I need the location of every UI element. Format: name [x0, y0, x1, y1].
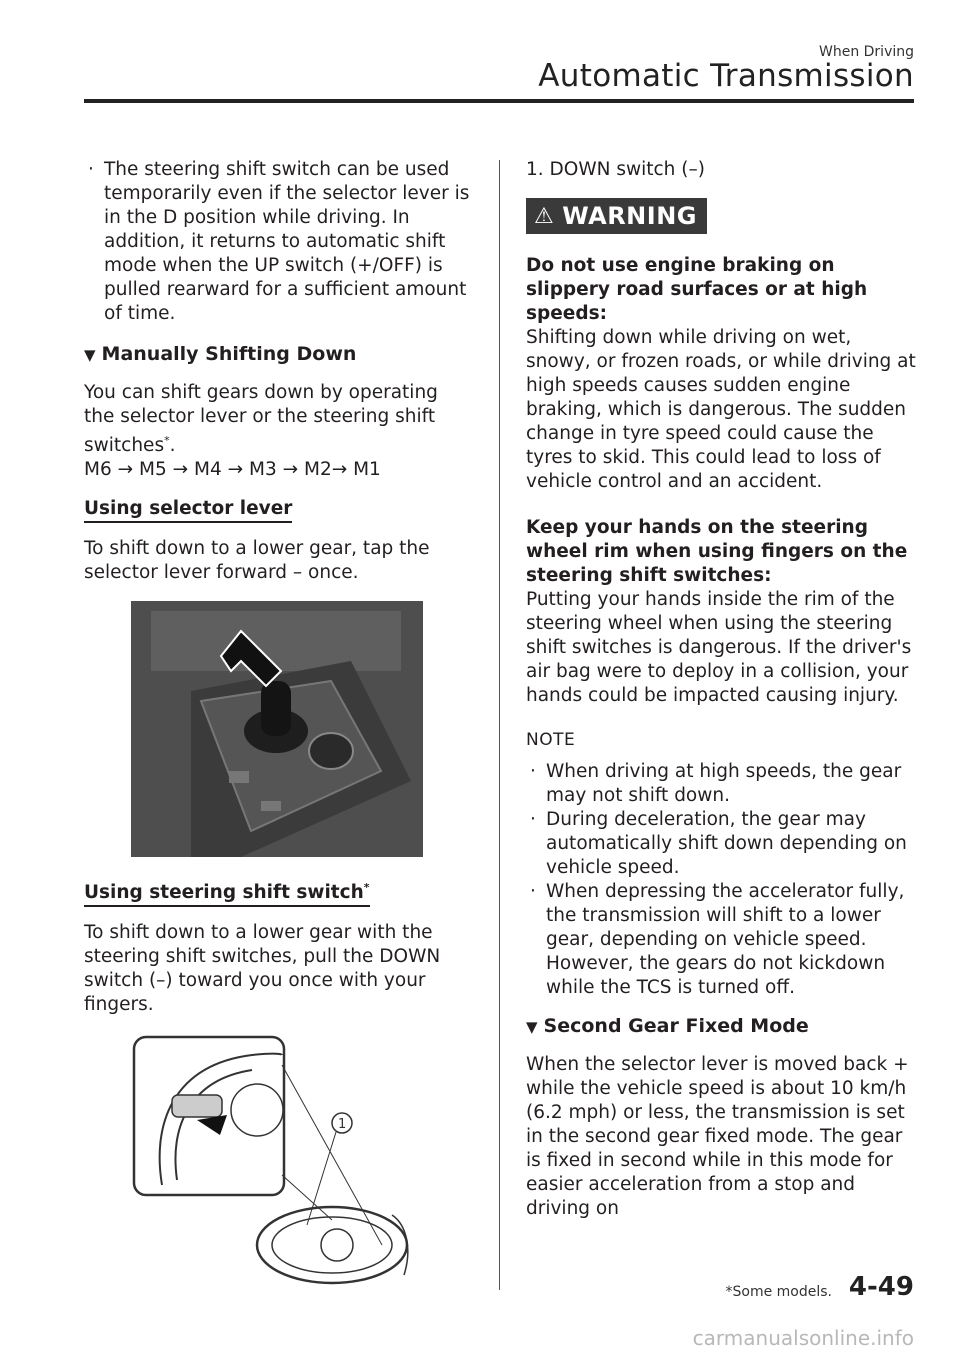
paragraph: When the selector lever is moved back + while the vehicle speed is about 10 km/h (6.2 mph) or less, the transmission is set in the second gear fixed mode. The gear is fixed in second while in this mode for easier acceleration from a stop and driving on	[526, 1054, 909, 1219]
left-column	[84, 158, 474, 1285]
selector-lever-photo	[131, 601, 423, 857]
steering-wheel-illustration	[132, 1035, 424, 1285]
note-list	[526, 760, 918, 1000]
page-number: 4-49	[848, 1272, 914, 1302]
warning-badge: ⚠ WARNING	[526, 198, 707, 234]
gear-sequence: M6 → M5 → M4 → M3 → M2→ M1	[84, 459, 381, 481]
paragraph: To shift down to a lower gear with the steering shift switches, pull the DOWN switch (–) toward you once with your fingers.	[84, 922, 441, 1016]
heading-manually-shifting-down: ▼ Manually Shifting Down	[84, 343, 357, 365]
bullet-item: · The steering shift switch can be used temporarily even if the selector lever is in the D position while driving. In addition, it returns to automatic shift mode when the UP switch (+/OFF) is pulled rearward for a sufficient amount of time.	[88, 159, 470, 324]
subheading-steering-shift-switch: Using steering shift switch*	[84, 881, 370, 907]
header-section: When Driving	[818, 44, 914, 60]
note-label: NOTE	[526, 730, 576, 750]
paragraph: You can shift gears down by operating the selector lever or the steering shift switches*.	[84, 382, 438, 457]
note-item: · During deceleration, the gear may automatically shift down depending on vehicle speed.	[530, 809, 907, 878]
warning-body: Shifting down while driving on wet, snowy, or frozen roads, or while driving at high speeds causes sudden engine braking, which is dangerous. The sudden change in tyre speed could cause the tyres to skid. This could lead to loss of vehicle control and an accident.	[526, 327, 916, 492]
header-rule	[84, 99, 914, 103]
column-divider	[499, 160, 500, 1290]
warning-body: Putting your hands inside the rim of the steering wheel when using the steering shift switches is dangerous. If the driver's air bag were to deploy in a collision, your hands could be impacted causing injury.	[526, 589, 912, 706]
subheading-selector-lever: Using selector lever	[84, 498, 292, 523]
page-title: Automatic Transmission	[538, 58, 914, 94]
paragraph: To shift down to a lower gear, tap the selector lever forward – once.	[84, 538, 430, 584]
warning-heading: Keep your hands on the steering wheel rim when using fingers on the steering shift switches:	[526, 517, 908, 586]
triangle-down-icon: ▼	[84, 346, 96, 364]
note-item: · When driving at high speeds, the gear may not shift down.	[530, 761, 902, 806]
triangle-down-icon: ▼	[526, 1018, 538, 1036]
numbered-item: 1. DOWN switch (–)	[526, 159, 705, 180]
warning-heading: Do not use engine braking on slippery road surfaces or at high speeds:	[526, 255, 868, 324]
footnote-some-models: *Some models.	[725, 1284, 832, 1300]
warning-icon: ⚠	[534, 203, 555, 229]
svg-text:1: 1	[338, 1117, 347, 1133]
note-item: · When depressing the accelerator fully, the transmission will shift to a lower gear, depending on vehicle speed. However, the gears do not kickdown while the TCS is turned off.	[530, 881, 905, 998]
right-column	[526, 158, 918, 1237]
heading-second-gear-fixed-mode: ▼ Second Gear Fixed Mode	[526, 1015, 809, 1037]
watermark: carmanualsonline.info	[692, 1326, 914, 1350]
